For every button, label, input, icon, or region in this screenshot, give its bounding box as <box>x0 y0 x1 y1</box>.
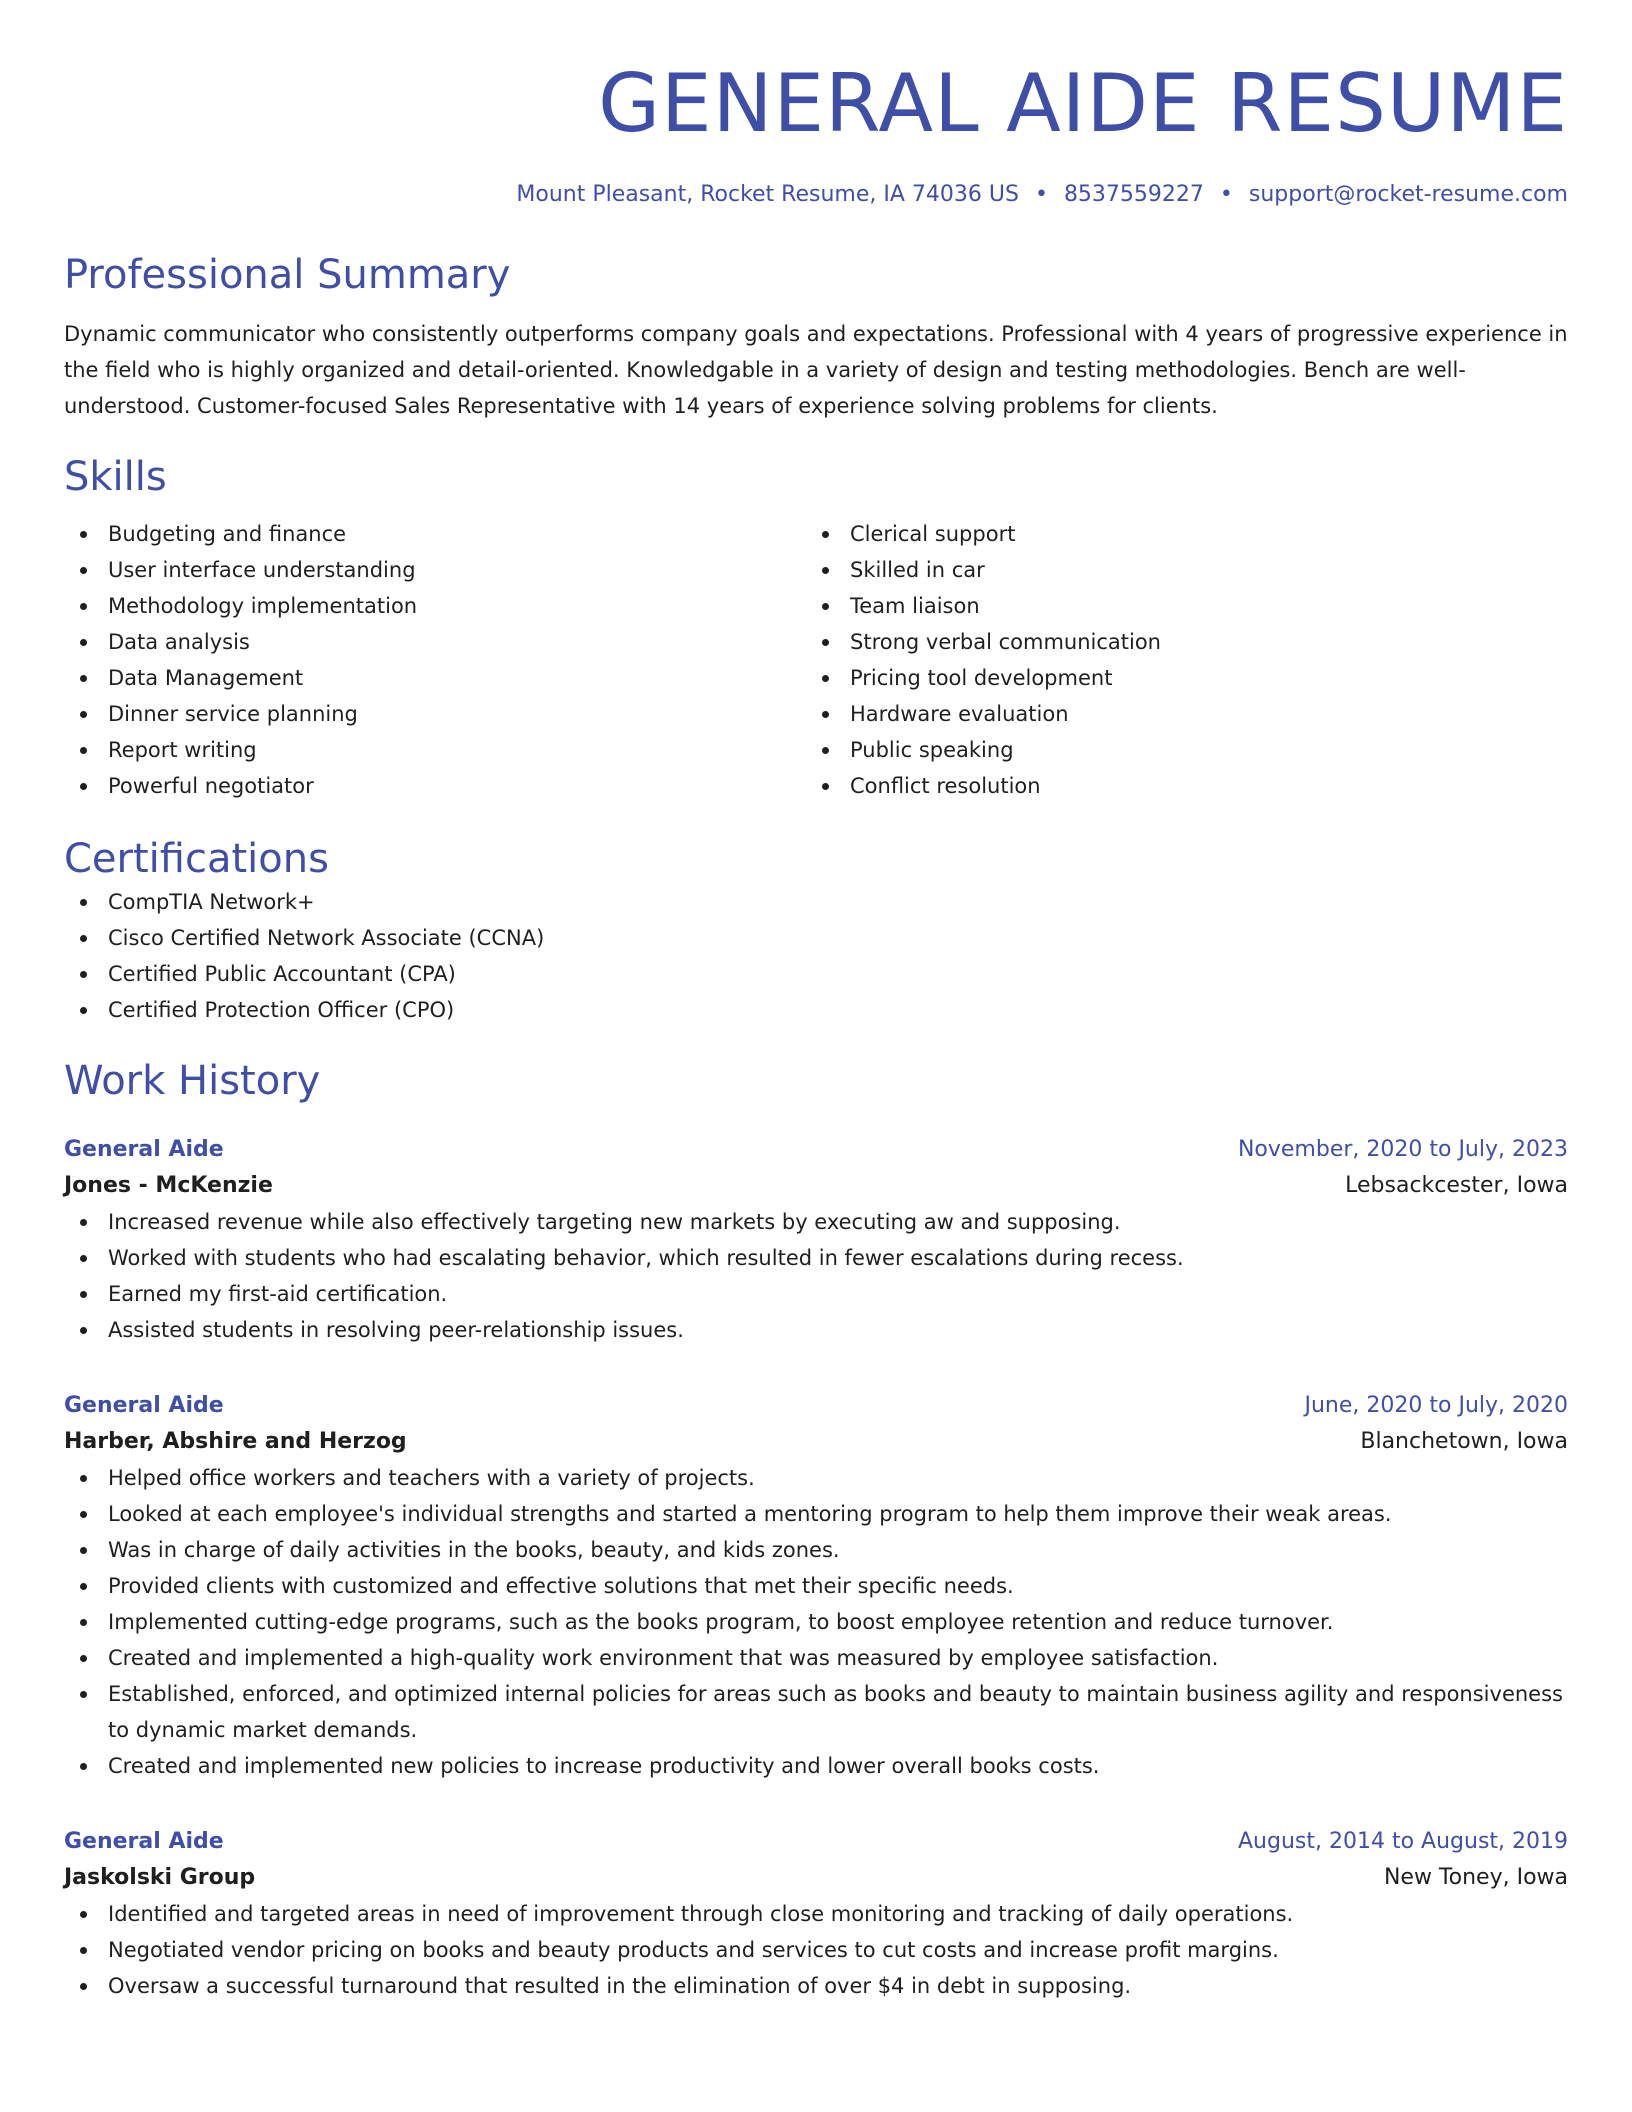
job-bullet: Worked with students who had escalating behavior, which resulted in fewer escalations during recess. <box>64 1240 1568 1276</box>
job-bullet: Assisted students in resolving peer-relationship issues. <box>64 1312 1568 1348</box>
skill-item: User interface understanding <box>64 552 806 588</box>
skill-item: Skilled in car <box>806 552 1548 588</box>
contact-line <box>64 180 1568 210</box>
job-bullet: Established, enforced, and optimized internal policies for areas such as books and beauty to maintain business agility and responsiveness to dynamic market demands. <box>64 1676 1568 1748</box>
job-bullet: Looked at each employee's individual strengths and started a mentoring program to help them improve their weak areas. <box>64 1496 1568 1532</box>
job-bullets <box>64 1204 1568 1348</box>
job-bullet: Provided clients with customized and effective solutions that met their specific needs. <box>64 1568 1568 1604</box>
resume-name: GENERAL AIDE RESUME <box>598 57 1568 150</box>
skills-heading: Skills <box>64 454 167 500</box>
skill-item: Dinner service planning <box>64 696 806 732</box>
job-title-row <box>64 1388 1568 1424</box>
skills-list-left <box>64 516 806 804</box>
job-location: New Toney, Iowa <box>1383 1865 1568 1890</box>
skill-item: Clerical support <box>806 516 1548 552</box>
work-history-heading: Work History <box>64 1058 321 1104</box>
skill-item: Team liaison <box>806 588 1548 624</box>
resume-header <box>64 0 1568 210</box>
job-entry <box>64 1132 1568 1348</box>
skill-item: Powerful negotiator <box>64 768 806 804</box>
job-bullet: Created and implemented a high-quality work environment that was measured by employee satisfaction. <box>64 1640 1568 1676</box>
job-title: General Aide <box>64 1829 224 1854</box>
job-location: Lebsackcester, Iowa <box>1345 1173 1568 1198</box>
certification-item: CompTIA Network+ <box>64 884 1568 920</box>
certification-item: Cisco Certified Network Associate (CCNA) <box>64 920 1568 956</box>
job-dates: August, 2014 to August, 2019 <box>1238 1829 1568 1854</box>
skill-item: Methodology implementation <box>64 588 806 624</box>
skill-item: Public speaking <box>806 732 1548 768</box>
job-bullet: Helped office workers and teachers with a variety of projects. <box>64 1460 1568 1496</box>
job-company-row <box>64 1860 1568 1896</box>
job-bullet: Implemented cutting-edge programs, such as the books program, to boost employee retention and reduce turnover. <box>64 1604 1568 1640</box>
job-title-row <box>64 1132 1568 1168</box>
job-bullet: Created and implemented new policies to increase productivity and lower overall books costs. <box>64 1748 1568 1784</box>
job-bullet: Earned my first-aid certification. <box>64 1276 1568 1312</box>
job-bullet: Was in charge of daily activities in the books, beauty, and kids zones. <box>64 1532 1568 1568</box>
skill-item: Strong verbal communication <box>806 624 1548 660</box>
contact-separator: • <box>1219 182 1233 207</box>
job-entry <box>64 1388 1568 1784</box>
job-company-row <box>64 1424 1568 1460</box>
certifications-list <box>64 884 1568 1028</box>
job-company: Jaskolski Group <box>64 1865 256 1890</box>
job-dates: June, 2020 to July, 2020 <box>1304 1393 1568 1418</box>
summary-text: Dynamic communicator who consistently outperforms company goals and expectations. Professional with 4 years of progressive experience in the field who is highly organized and detail-oriented. Knowledgable in a variety of design and testing methodologies. Bench are well-understood. Customer-focused Sales Representative with 14 years of experience solving problems for clients. <box>64 322 1568 418</box>
contact-location: Mount Pleasant, Rocket Resume, IA 74036 US <box>516 182 1019 207</box>
job-bullet: Negotiated vendor pricing on books and beauty products and services to cut costs and increase profit margins. <box>64 1932 1568 1968</box>
skill-item: Conflict resolution <box>806 768 1548 804</box>
job-company: Harber, Abshire and Herzog <box>64 1429 407 1454</box>
skills-list-right <box>806 516 1548 804</box>
job-company: Jones - McKenzie <box>64 1173 273 1198</box>
job-title-row <box>64 1824 1568 1860</box>
job-bullets <box>64 1460 1568 1784</box>
job-bullets <box>64 1896 1568 2004</box>
skills-column-right <box>806 516 1548 804</box>
skill-item: Pricing tool development <box>806 660 1548 696</box>
certification-item: Certified Public Accountant (CPA) <box>64 956 1568 992</box>
job-bullet: Identified and targeted areas in need of improvement through close monitoring and tracking of daily operations. <box>64 1896 1568 1932</box>
summary-heading: Professional Summary <box>64 252 511 298</box>
contact-email[interactable]: support@rocket-resume.com <box>1248 182 1568 207</box>
job-bullet: Oversaw a successful turnaround that resulted in the elimination of over $4 in debt in supposing. <box>64 1968 1568 2004</box>
skills-column-left <box>64 516 806 804</box>
certifications-heading: Certifications <box>64 836 329 882</box>
job-dates: November, 2020 to July, 2023 <box>1237 1137 1568 1162</box>
skill-item: Report writing <box>64 732 806 768</box>
job-bullet: Increased revenue while also effectively targeting new markets by executing aw and supposing. <box>64 1204 1568 1240</box>
skill-item: Hardware evaluation <box>806 696 1548 732</box>
skill-item: Data analysis <box>64 624 806 660</box>
skills-grid <box>64 516 1568 804</box>
job-company-row <box>64 1168 1568 1204</box>
job-title: General Aide <box>64 1137 224 1162</box>
job-location: Blanchetown, Iowa <box>1360 1429 1568 1454</box>
job-entry <box>64 1824 1568 2004</box>
skill-item: Data Management <box>64 660 806 696</box>
contact-phone: 8537559227 <box>1063 182 1204 207</box>
contact-separator: • <box>1034 182 1048 207</box>
certification-item: Certified Protection Officer (CPO) <box>64 992 1568 1028</box>
skill-item: Budgeting and finance <box>64 516 806 552</box>
job-title: General Aide <box>64 1393 224 1418</box>
